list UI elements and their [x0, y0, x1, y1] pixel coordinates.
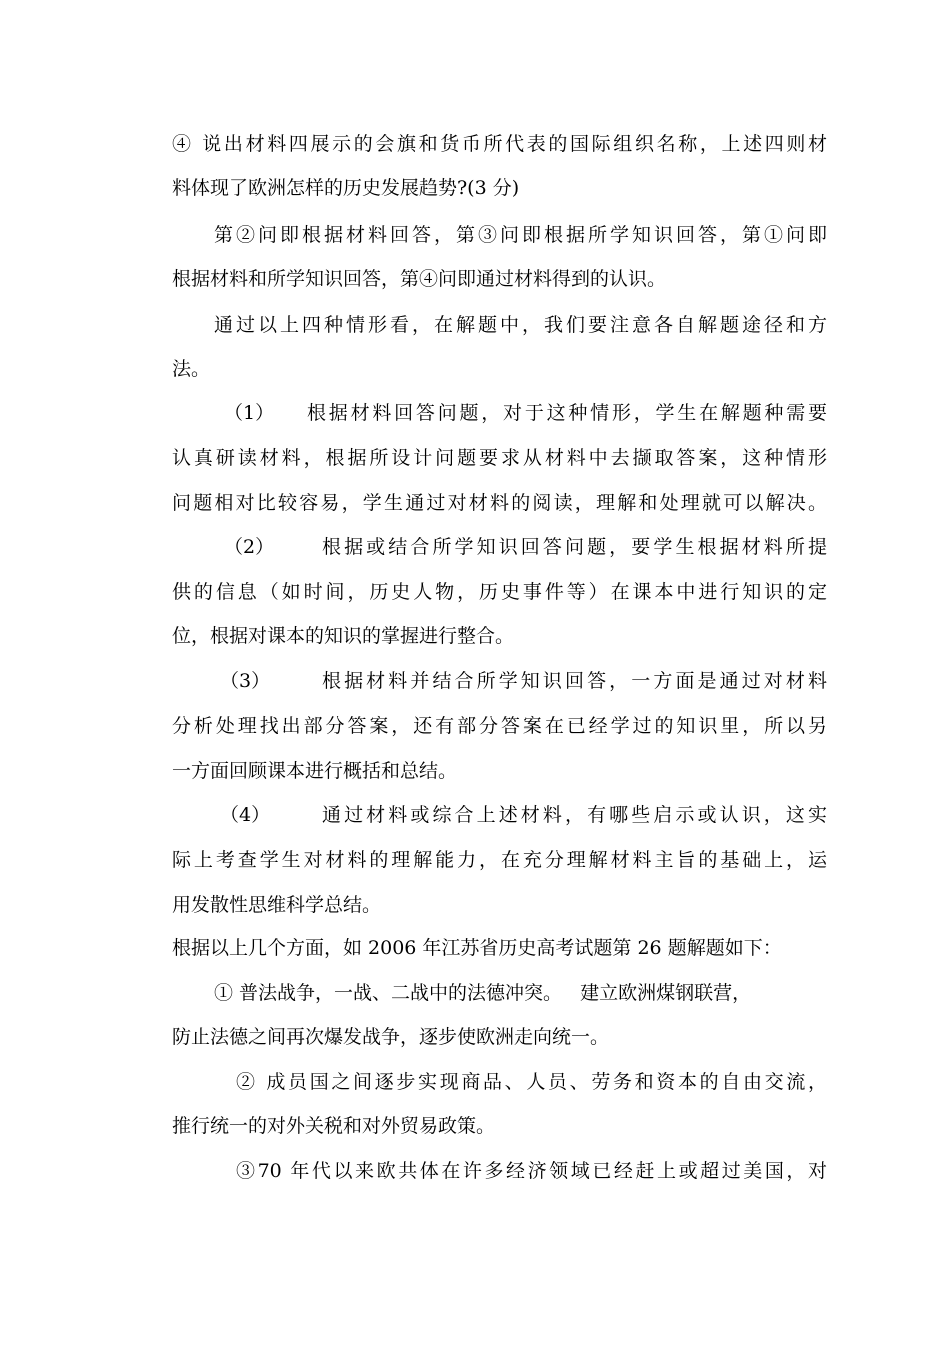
method-1-line-1: 根据材料回答问题，对于这种情形，学生在解题种需要 — [307, 402, 827, 424]
answer-1-line-2: 防止法德之间再次爆发战争，逐步使欧洲走向统一。 — [172, 1026, 610, 1048]
question-4-line-2: 料体现了欧洲怎样的历史发展趋势?(3 分) — [172, 177, 520, 199]
method-4-line-3: 用发散性思维科学总结。 — [172, 894, 382, 916]
summary-paragraph-line-1: 通过以上四种情形看，在解题中，我们要注意各自解题途径和方 — [214, 314, 827, 336]
method-3-line-1: 根据材料并结合所学知识回答，一方面是通过对材料 — [322, 670, 827, 692]
method-1-label: （1） — [224, 402, 275, 424]
method-3-label: （3） — [220, 670, 271, 692]
example-intro: 根据以上几个方面，如 2006 年江苏省历史高考试题第 26 题解题如下： — [172, 937, 782, 959]
method-1-line-2: 认真研读材料，根据所设计问题要求从材料中去撷取答案，这种情形 — [172, 447, 827, 469]
answer-1-line-1: ① 普法战争，一战、二战中的法德冲突。 建立欧洲煤钢联营， — [214, 982, 752, 1004]
answer-2-line-1: ② 成员国之间逐步实现商品、人员、劳务和资本的自由交流， — [236, 1071, 827, 1093]
summary-paragraph-line-2: 法。 — [172, 358, 211, 380]
answer-3-line-1: ③70 年代以来欧共体在许多经济领域已经赶上或超过美国，对 — [236, 1160, 827, 1182]
method-1-line-3: 问题相对比较容易，学生通过对材料的阅读，理解和处理就可以解决。 — [172, 492, 827, 514]
guide-paragraph-line-2: 根据材料和所学知识回答，第④问即通过材料得到的认识。 — [172, 268, 667, 290]
method-4-line-2: 际上考查学生对材料的理解能力，在充分理解材料主旨的基础上，运 — [172, 849, 827, 871]
method-2-label: （2） — [224, 536, 275, 558]
method-3-line-3: 一方面回顾课本进行概括和总结。 — [172, 760, 458, 782]
answer-2-line-2: 推行统一的对外关税和对外贸易政策。 — [172, 1115, 496, 1137]
method-2-line-3: 位，根据对课本的知识的掌握进行整合。 — [172, 625, 515, 647]
method-2-line-1: 根据或结合所学知识回答问题，要学生根据材料所提 — [322, 536, 827, 558]
method-4-line-1: 通过材料或综合上述材料，有哪些启示或认识，这实 — [322, 804, 827, 826]
method-4-label: （4） — [220, 804, 271, 826]
method-2-line-2: 供的信息（如时间，历史人物，历史事件等）在课本中进行知识的定 — [172, 581, 827, 603]
guide-paragraph-line-1: 第②问即根据材料回答，第③问即根据所学知识回答，第①问即 — [214, 224, 827, 246]
question-4-line-1: ④ 说出材料四展示的会旗和货币所代表的国际组织名称，上述四则材 — [172, 133, 827, 155]
method-3-line-2: 分析处理找出部分答案，还有部分答案在已经学过的知识里，所以另 — [172, 715, 827, 737]
